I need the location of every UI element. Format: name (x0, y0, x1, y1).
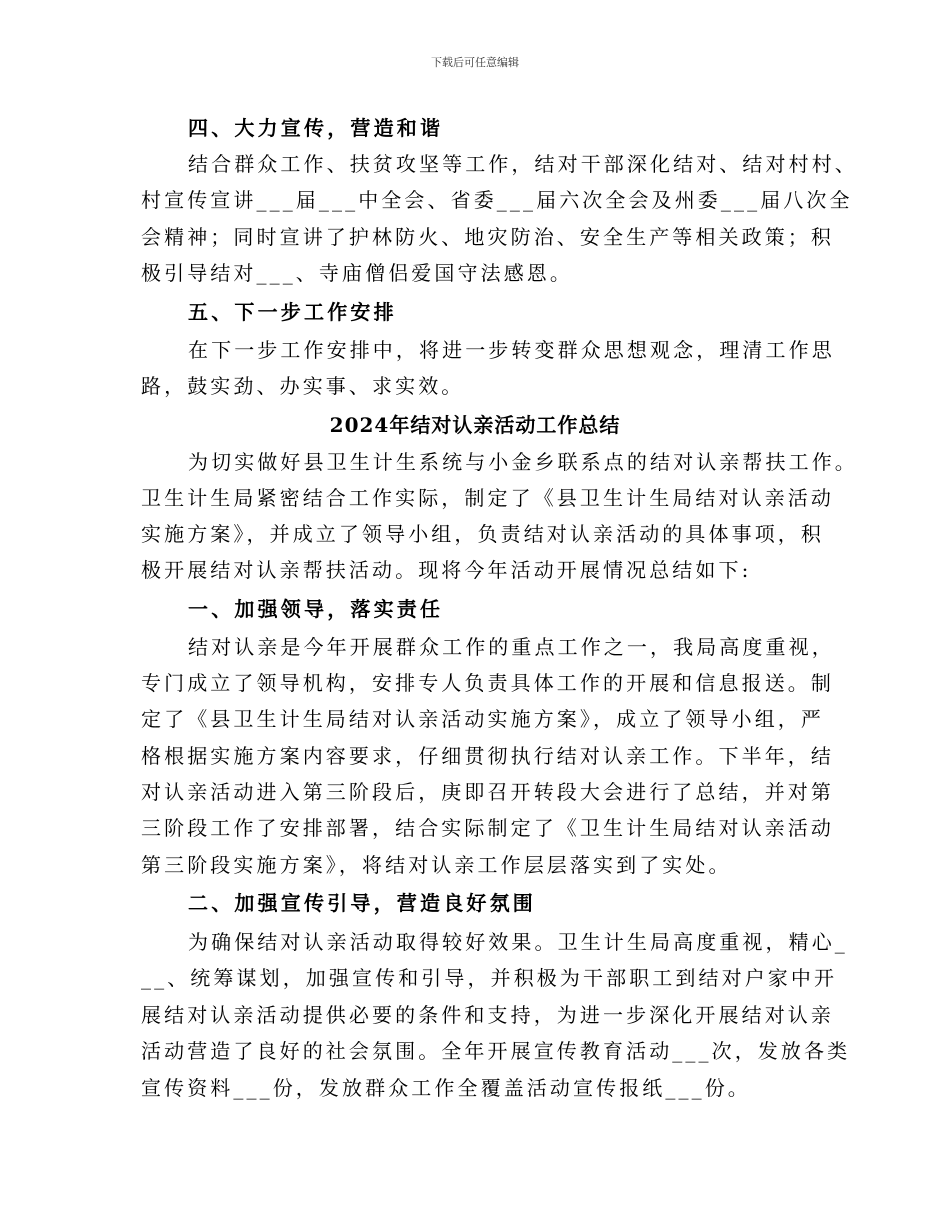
paragraph-line: 村宣传宣讲___届___中全会、省委___届六次全会及州委___届八次全 (141, 188, 853, 212)
paragraph-line: 实施方案》，并成立了领导小组，负责结对认亲活动的具体事项，积 (141, 522, 824, 546)
paragraph-line: 会精神；同时宣讲了护林防火、地灾防治、安全生产等相关政策；积 (141, 225, 834, 249)
paragraph-line: 为确保结对认亲活动取得较好效果。卫生计生局高度重视，精心_ (188, 930, 848, 954)
paragraph-line: 定了《县卫生计生局结对认亲活动实施方案》，成立了领导小组，严 (141, 707, 824, 731)
paragraph-line: 结对认亲是今年开展群众工作的重点工作之一，我局高度重视， (188, 635, 835, 659)
paragraph-line: 展结对认亲活动提供必要的条件和支持，为进一步深化开展结对认亲 (141, 1003, 834, 1027)
section-heading-2: 二、加强宣传引导，营造良好氛围 (188, 891, 536, 915)
paragraph-line: 路，鼓实劲、办实事、求实效。 (141, 374, 465, 398)
paragraph-line: 卫生计生局紧密结合工作实际，制定了《县卫生计生局结对认亲活动 (141, 486, 834, 510)
paragraph-line: 格根据实施方案内容要求，仔细贯彻执行结对认亲工作。下半年，结 (141, 744, 834, 768)
paragraph-line: 对认亲活动进入第三阶段后，庚即召开转段大会进行了总结，并对第 (141, 780, 834, 804)
paragraph-line: __、统筹谋划，加强宣传和引导，并积极为干部职工到结对户家中开 (141, 966, 838, 990)
paragraph-line: 为切实做好县卫生计生系统与小金乡联系点的结对认亲帮扶工作。 (188, 450, 858, 474)
paragraph-line: 专门成立了领导机构，安排专人负责具体工作的开展和信息报送。制 (141, 671, 834, 695)
page-header-note: 下载后可任意编辑 (431, 56, 519, 69)
paragraph-line: 宣传资料___份，发放群众工作全覆盖活动宣传报纸___份。 (141, 1076, 751, 1100)
section-heading-1: 一、加强领导，落实责任 (188, 597, 444, 621)
section-heading-4: 四、大力宣传，营造和谐 (188, 116, 444, 140)
paragraph-line: 极开展结对认亲帮扶活动。现将今年活动开展情况总结如下: (141, 558, 752, 582)
paragraph-line: 极引导结对___、寺庙僧侣爱国守法感恩。 (141, 261, 573, 285)
paragraph-line: 第三阶段实施方案》，将结对认亲工作层层落实到了实处。 (141, 853, 732, 877)
paragraph-line: 在下一步工作安排中，将进一步转变群众思想观念，理清工作思 (188, 338, 835, 362)
paragraph-line: 活动营造了良好的社会氛围。全年开展宣传教育活动___次，发放各类 (141, 1039, 851, 1063)
paragraph-line: 结合群众工作、扶贫攻坚等工作，结对干部深化结对、结对村村、 (188, 152, 858, 176)
document-title: 2024年结对认亲活动工作总结 (329, 413, 621, 437)
paragraph-line: 三阶段工作了安排部署，结合实际制定了《卫生计生局结对认亲活动 (141, 816, 834, 840)
section-heading-5: 五、下一步工作安排 (188, 300, 397, 324)
